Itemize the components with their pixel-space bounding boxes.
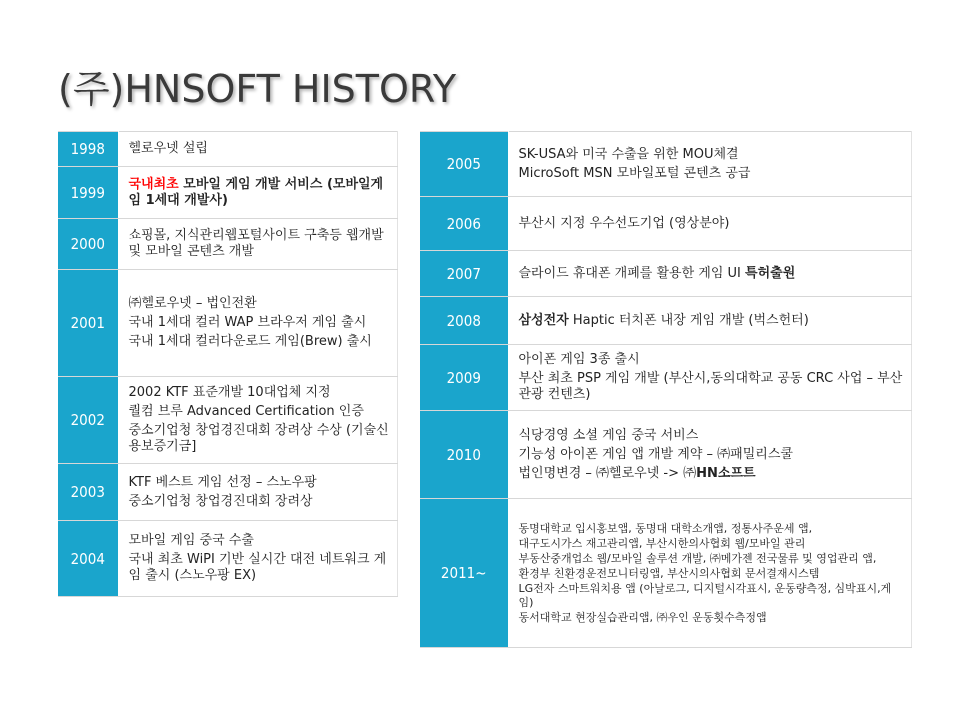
history-row (58, 377, 398, 464)
page-title: (주)HNSOFT HISTORY (58, 67, 457, 111)
event-line (129, 404, 392, 420)
event-text: Haptic 터치폰 내장 게임 개발 (벅스헌터) (568, 312, 809, 328)
history-row (420, 132, 912, 197)
event-text: 부산시 지정 우수선도기업 (영상분야) (518, 215, 730, 231)
event-line (519, 313, 906, 329)
event-line (519, 447, 906, 463)
event-text: 특허출원 (745, 265, 796, 281)
event-line (519, 537, 906, 551)
event-text: 중소기업청 창업경진대회 장려상 수상 (기술신용보증기금] (128, 423, 389, 454)
event-text: HN소프트 (696, 465, 756, 481)
event-line (519, 582, 906, 610)
event-line (519, 352, 906, 368)
history-row (58, 219, 398, 270)
year-cell: 1998 (58, 132, 118, 167)
event-line (129, 141, 392, 157)
year-cell: 2005 (420, 132, 508, 197)
event-text: ㈜헬로우넷 – 법인전환 (128, 296, 257, 311)
event-text: 중소기업청 창업경진대회 장려상 (128, 493, 313, 509)
event-text: 기능성 아이폰 게임 앱 개발 계약 – ㈜패밀리스쿨 (518, 446, 793, 462)
event-text: 부산 최초 PSP 게임 개발 (부산시,동의대학교 공동 CRC 사업 – 부산 관광 컨텐츠) (518, 371, 903, 402)
event-text: 삼성전자 (518, 312, 569, 328)
year-cell: 2000 (58, 219, 118, 270)
event-description (118, 377, 398, 464)
event-text: 동서대학교 현장실습관리앱, ㈜우인 운동횟수측정앱 (518, 610, 767, 624)
year-cell: 2010 (420, 411, 508, 499)
history-row (420, 411, 912, 499)
event-text: KTF 베스트 게임 선정 – 스노우팡 (128, 474, 317, 490)
event-description (508, 197, 912, 251)
event-text: 대구도시가스 재고관리앱, 부산시한의사협회 웹/모바일 관리 (518, 536, 806, 550)
event-text: 법인명변경 – ㈜헬로우넷 -> ㈜ (518, 465, 697, 481)
event-description (118, 219, 398, 270)
event-description (508, 411, 912, 499)
event-text: 국내 1세대 컬러다운로드 게임(Brew) 출시 (128, 334, 372, 349)
history-table-right (420, 131, 912, 648)
year-cell: 2004 (58, 521, 118, 597)
event-description (508, 297, 912, 345)
event-line (519, 428, 906, 444)
event-line (519, 371, 906, 403)
event-line (519, 147, 906, 163)
event-text: 환경부 친환경운전모니터링앱, 부산시의사협회 문서결재시스템 (518, 566, 820, 580)
event-line (519, 552, 906, 566)
year-cell: 2009 (420, 345, 508, 411)
year-cell: 2003 (58, 464, 118, 521)
event-text: 슬라이드 휴대폰 개폐를 활용한 게임 UI (518, 265, 746, 281)
event-text: 아이폰 게임 3종 출시 (518, 352, 640, 367)
event-text: 모바일 게임 중국 수출 (128, 533, 254, 548)
event-text: 동명대학교 입시홍보앱, 동명대 대학소개앱, 정통사주운세 앱, (518, 521, 813, 535)
history-row (58, 521, 398, 597)
event-description (508, 499, 912, 648)
event-text: MicroSoft MSN 모바일포털 콘텐츠 공급 (518, 165, 751, 181)
event-line (129, 385, 392, 401)
event-text: 쇼핑몰, 지식관리웹포털사이트 구축등 웹개발 및 모바일 콘텐츠 개발 (128, 228, 384, 259)
event-line (129, 494, 392, 510)
event-text: 국내 최초 WiPI 기반 실시간 대전 네트워크 게임 출시 (스노우팡 EX) (128, 552, 387, 583)
event-text: 헬로우넷 설립 (128, 141, 208, 156)
event-line (129, 228, 392, 260)
event-description (118, 132, 398, 167)
event-text: 국내 1세대 컬러 WAP 브라우저 게임 출시 (128, 315, 367, 330)
event-text: 퀄컴 브루 Advanced Certification 인증 (128, 404, 364, 419)
event-text: 2002 KTF 표준개발 10대업체 지정 (128, 385, 331, 400)
year-cell: 1999 (58, 167, 118, 219)
history-row (420, 297, 912, 345)
event-line (129, 423, 392, 455)
event-text: LG전자 스마트워치용 앱 (아날로그, 디지털시각표시, 운동량측정, 심박표시,게임) (518, 581, 892, 609)
event-line (519, 522, 906, 536)
event-line (129, 552, 392, 584)
event-text: 국내최초 (128, 176, 179, 192)
event-description (508, 251, 912, 297)
year-cell: 2001 (58, 270, 118, 377)
history-row (420, 345, 912, 411)
history-row (420, 499, 912, 648)
history-row (420, 251, 912, 297)
event-text: SK-USA와 미국 수출을 위한 MOU체결 (518, 146, 739, 162)
event-line (519, 166, 906, 182)
history-row (58, 270, 398, 377)
year-cell: 2007 (420, 251, 508, 297)
history-table-left (58, 131, 398, 597)
event-line (129, 315, 392, 331)
year-cell: 2006 (420, 197, 508, 251)
event-line (129, 533, 392, 549)
year-cell: 2008 (420, 297, 508, 345)
event-description (118, 167, 398, 219)
history-row (58, 132, 398, 167)
event-description (118, 464, 398, 521)
event-description (118, 270, 398, 377)
history-row (58, 167, 398, 219)
year-cell: 2002 (58, 377, 118, 464)
event-line (129, 334, 392, 350)
history-row (58, 464, 398, 521)
event-description (118, 521, 398, 597)
event-text: 식당경영 소셜 게임 중국 서비스 (518, 427, 699, 443)
event-text: 모바일 게임 개발 서비스 (모바일게임 1세대 개발사) (128, 176, 384, 208)
year-cell: 2011~ (420, 499, 508, 648)
event-line (519, 611, 906, 625)
history-row (420, 197, 912, 251)
event-line (519, 266, 906, 282)
event-line (519, 466, 906, 482)
event-text: 부동산중개업소 웹/모바일 솔루션 개발, ㈜메가젠 전국물류 및 영업관리 앱, (518, 551, 877, 565)
event-line (129, 475, 392, 491)
event-description (508, 345, 912, 411)
event-line (519, 567, 906, 581)
event-line (129, 296, 392, 312)
event-line (129, 177, 392, 209)
event-line (519, 216, 906, 232)
event-description (508, 132, 912, 197)
